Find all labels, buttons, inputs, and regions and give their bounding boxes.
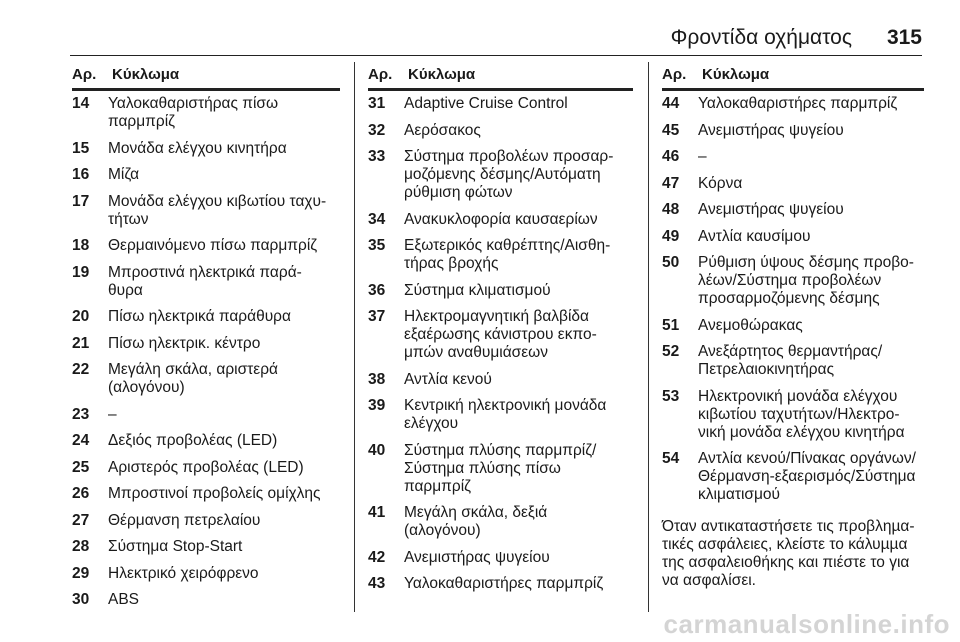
fuse-number: 54 — [662, 450, 680, 467]
fuse-circuit: Θέρμανση πετρελαίου — [108, 511, 261, 529]
fuse-row — [72, 485, 340, 503]
page-header — [0, 0, 960, 62]
fuse-number: 21 — [72, 334, 90, 352]
fuse-number: 46 — [662, 148, 680, 165]
fuse-circuit: Ρύθμιση ύψους δέσμης προβο- λέων/Σύστημα προβολέων προσαρμοζόμενης δέσμης — [698, 254, 914, 307]
header-number: Αρ. — [662, 66, 687, 83]
fuse-circuit: – — [108, 405, 117, 423]
fuse-number: 37 — [368, 308, 386, 325]
fuse-row — [368, 549, 633, 567]
fuse-row — [662, 343, 924, 379]
fuse-circuit: Αριστερός προβολέας (LED) — [108, 458, 304, 476]
column-header — [72, 66, 340, 91]
fuse-number: 42 — [368, 548, 386, 566]
fuse-row — [662, 122, 924, 140]
fuse-row — [662, 228, 924, 246]
fuse-number: 17 — [72, 192, 90, 210]
fuse-number: 16 — [72, 166, 90, 183]
fuse-circuit: Μπροστινά ηλεκτρικά παρά- θυρα — [108, 263, 302, 299]
fuse-circuit: Μονάδα ελέγχου κινητήρα — [108, 139, 287, 157]
fuse-row — [662, 148, 924, 166]
fuse-table-column-2 — [368, 66, 633, 602]
fuse-row — [368, 148, 633, 202]
fuse-circuit: Υαλοκαθαριστήρες παρμπρίζ — [698, 95, 898, 112]
fuse-number: 33 — [368, 148, 386, 165]
fuse-circuit: Πίσω ηλεκτρικ. κέντρο — [108, 334, 261, 352]
fuse-circuit: Αντλία κενού/Πίνακας οργάνων/ Θέρμανση-εξαερισμός/Σύστημα κλιματισμού — [698, 450, 916, 503]
fuse-table-column-1 — [72, 66, 340, 618]
fuse-number: 22 — [72, 361, 90, 378]
header-number: Αρ. — [72, 66, 97, 83]
fuse-circuit: Θερμαινόμενο πίσω παρμπρίζ — [108, 237, 318, 254]
header-circuit: Κύκλωμα — [702, 66, 770, 83]
fuse-circuit: Σύστημα Stop-Start — [108, 538, 243, 555]
fuse-number: 34 — [368, 210, 386, 228]
fuse-row — [368, 282, 633, 300]
fuse-rows — [72, 95, 340, 609]
fuse-circuit: Αερόσακος — [404, 121, 481, 139]
fuse-circuit: Πίσω ηλεκτρικά παράθυρα — [108, 308, 291, 325]
fuse-circuit: Σύστημα πλύσης παρμπρίζ/ Σύστημα πλύσης πίσω παρμπρίζ — [404, 441, 597, 495]
fuse-number: 49 — [662, 227, 680, 245]
fuse-row — [72, 140, 340, 158]
fuse-circuit: Ανεμιστήρας ψυγείου — [698, 121, 844, 139]
fuse-row — [368, 211, 633, 229]
fuse-row — [72, 264, 340, 300]
fuse-row — [368, 308, 633, 362]
fuse-row — [368, 442, 633, 496]
fuse-row — [72, 512, 340, 530]
fuse-circuit: Ανεξάρτητος θερμαντήρας/ Πετρελαιοκινητήρας — [698, 343, 883, 378]
fuse-number: 24 — [72, 432, 90, 449]
fuse-circuit: Ανεμιστήρας ψυγείου — [404, 548, 550, 566]
fuse-number: 29 — [72, 564, 90, 582]
fuse-row — [662, 388, 924, 442]
fuse-circuit: Ανεμοθώρακας — [698, 316, 803, 334]
fuse-circuit: Ηλεκτρομαγνητική βαλβίδα εξαέρωσης κάνιστρου εκπο- μπών αναθυμιάσεων — [404, 308, 597, 361]
fuse-number: 14 — [72, 95, 90, 112]
fuse-number: 15 — [72, 139, 90, 157]
page-number: 315 — [886, 26, 922, 49]
column-divider — [648, 62, 649, 612]
column-header — [662, 66, 924, 91]
fuse-circuit: Μεγάλη σκάλα, δεξιά (αλογόνου) — [404, 504, 548, 539]
fuse-number: 40 — [368, 441, 386, 459]
fuse-circuit: Μπροστινοί προβολείς ομίχλης — [108, 485, 321, 502]
fuse-number: 32 — [368, 121, 386, 139]
fuse-number: 44 — [662, 95, 680, 112]
fuse-replacement-note: Όταν αντικαταστήσετε τις προβληµα- τικές ασφάλειες, κλείστε το κάλυµµα της ασφαλειοθήκης και πιέστε το για να ασφαλίσει. — [662, 518, 915, 589]
fuse-circuit: Αντλία καυσίμου — [698, 227, 811, 245]
fuse-row — [72, 193, 340, 229]
fuse-row — [662, 254, 924, 308]
watermark: carmanualsonline.info — [663, 609, 950, 639]
fuse-number: 27 — [72, 511, 90, 529]
fuse-circuit: Μεγάλη σκάλα, αριστερά (αλογόνου) — [108, 361, 278, 396]
fuse-circuit: ABS — [108, 591, 140, 608]
fuse-row — [72, 432, 340, 450]
fuse-number: 25 — [72, 458, 90, 476]
fuse-row — [368, 371, 633, 389]
fuse-number: 39 — [368, 397, 386, 414]
fuse-number: 28 — [72, 538, 90, 555]
fuse-circuit: Υαλοκαθαριστήρες παρμπρίζ — [404, 575, 604, 592]
fuse-row — [368, 397, 633, 433]
fuse-number: 51 — [662, 316, 680, 334]
fuse-row — [72, 406, 340, 424]
fuse-number: 31 — [368, 95, 386, 112]
fuse-row — [368, 237, 633, 273]
page-title: Φροντίδα οχήματος — [670, 26, 852, 49]
fuse-row — [662, 317, 924, 335]
fuse-number: 20 — [72, 308, 90, 325]
fuse-circuit: Ανακυκλοφορία καυσαερίων — [404, 210, 598, 228]
fuse-row — [368, 504, 633, 540]
fuse-circuit: Κόρνα — [698, 174, 743, 192]
fuse-circuit: – — [698, 148, 707, 165]
header-circuit: Κύκλωμα — [408, 66, 476, 83]
column-divider — [354, 62, 355, 612]
fuse-row — [72, 335, 340, 353]
header-rule — [70, 55, 922, 56]
fuse-circuit: Μίζα — [108, 166, 140, 183]
fuse-number: 30 — [72, 591, 90, 608]
fuse-number: 43 — [368, 575, 386, 592]
fuse-row — [72, 166, 340, 184]
fuse-circuit: Κεντρική ηλεκτρονική μονάδα ελέγχου — [404, 397, 607, 432]
fuse-circuit: Ανεμιστήρας ψυγείου — [698, 201, 844, 218]
fuse-row — [662, 95, 924, 113]
fuse-row — [368, 122, 633, 140]
fuse-circuit: Σύστημα κλιματισμού — [404, 281, 551, 299]
fuse-row — [368, 95, 633, 113]
fuse-number: 38 — [368, 370, 386, 388]
fuse-row — [72, 95, 340, 131]
header-circuit: Κύκλωμα — [112, 66, 180, 83]
fuse-row — [72, 308, 340, 326]
fuse-number: 36 — [368, 281, 386, 299]
fuse-table-column-3 — [662, 66, 924, 590]
fuse-number: 48 — [662, 201, 680, 218]
column-header — [368, 66, 633, 91]
fuse-number: 50 — [662, 254, 680, 271]
fuse-number: 18 — [72, 237, 90, 254]
fuse-number: 52 — [662, 343, 680, 360]
fuse-row — [72, 591, 340, 609]
fuse-row — [72, 237, 340, 255]
fuse-number: 45 — [662, 121, 680, 139]
fuse-row — [72, 459, 340, 477]
fuse-row — [662, 175, 924, 193]
fuse-circuit: Εξωτερικός καθρέπτης/Αισθη- τήρας βροχής — [404, 237, 611, 272]
fuse-number: 35 — [368, 237, 386, 254]
fuse-row — [368, 575, 633, 593]
fuse-number: 23 — [72, 405, 90, 423]
fuse-circuit: Υαλοκαθαριστήρας πίσω παρμπρίζ — [108, 95, 279, 130]
fuse-circuit: Ηλεκτρονική μονάδα ελέγχου κιβωτίου ταχυτήτων/Ηλεκτρο- νική μονάδα ελέγχου κινητήρα — [698, 387, 905, 441]
fuse-row — [72, 361, 340, 397]
fuse-circuit: Δεξιός προβολέας (LED) — [108, 432, 278, 449]
fuse-rows — [662, 95, 924, 504]
fuse-row — [662, 201, 924, 219]
fuse-row — [72, 538, 340, 556]
fuse-number: 47 — [662, 174, 680, 192]
fuse-circuit: Adaptive Cruise Control — [404, 95, 568, 112]
fuse-row — [662, 450, 924, 504]
fuse-rows — [368, 95, 633, 593]
fuse-number: 26 — [72, 485, 90, 502]
fuse-circuit: Σύστημα προβολέων προσαρ- μοζόμενης δέσμης/Αυτόματη ρύθμιση φώτων — [404, 148, 614, 201]
fuse-circuit: Μονάδα ελέγχου κιβωτίου ταχυ- τήτων — [108, 192, 327, 228]
fuse-row — [72, 565, 340, 583]
fuse-number: 19 — [72, 263, 90, 281]
fuse-circuit: Ηλεκτρικό χειρόφρενο — [108, 564, 259, 582]
header-number: Αρ. — [368, 66, 393, 83]
fuse-number: 53 — [662, 387, 680, 405]
fuse-number: 41 — [368, 504, 386, 521]
fuse-circuit: Αντλία κενού — [404, 370, 492, 388]
